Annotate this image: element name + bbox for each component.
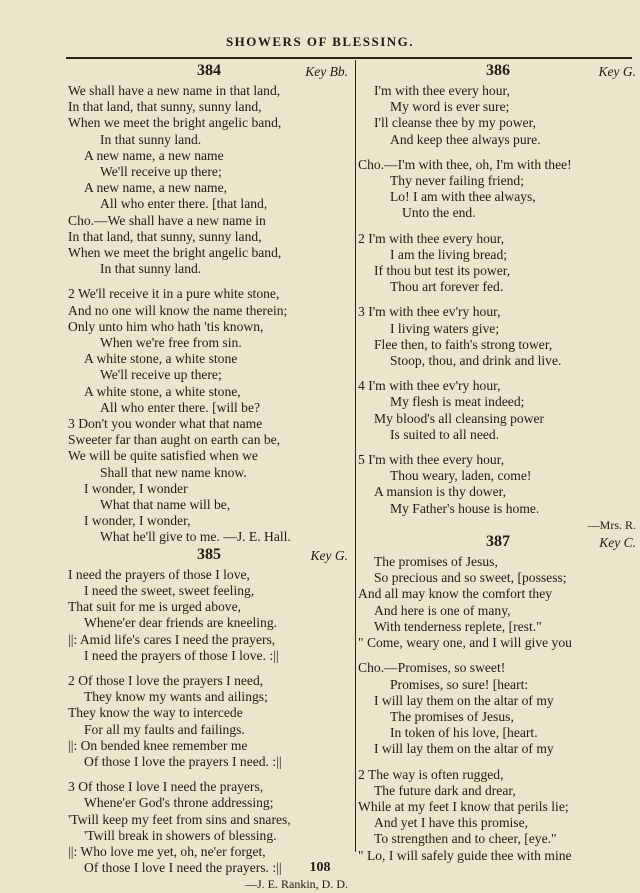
verse-line: All who enter there. [will be? bbox=[100, 399, 261, 415]
verse-line: For all my faults and failings. bbox=[84, 721, 245, 737]
verse-line: In token of his love, [heart. bbox=[390, 725, 538, 741]
running-head: SHOWERS OF BLESSING. bbox=[225, 34, 415, 49]
stanza-gap bbox=[358, 148, 638, 157]
verse-line: That suit for me is urged above, bbox=[68, 599, 242, 615]
verse-line: The promises of Jesus, bbox=[374, 554, 498, 570]
verse-line: 5 I'm with thee every hour, bbox=[358, 452, 505, 468]
verse-line: Is suited to all need. bbox=[390, 426, 500, 442]
verse-line: Unto the end. bbox=[402, 205, 476, 221]
verse-line: A new name, a new name bbox=[84, 147, 224, 163]
verse-line: My flesh is meat indeed; bbox=[390, 394, 525, 410]
verse-line: In that sunny land. bbox=[100, 131, 202, 147]
verse-line: " Lo, I will safely guide thee with mine bbox=[358, 847, 572, 863]
verse-line: So precious and so sweet, [possess; bbox=[374, 570, 567, 586]
verse-line: My Father's house is home. bbox=[390, 500, 540, 516]
hymn-header bbox=[68, 62, 350, 82]
verse-line: When we meet the bright angelic band, bbox=[68, 245, 282, 261]
verse-line: ||: Who love me yet, oh, ne'er forget, bbox=[68, 843, 266, 859]
verse-line: Of those I love I need the prayers. :|| bbox=[84, 860, 282, 876]
verse-line: 2 The way is often rugged, bbox=[358, 766, 504, 782]
verse-line: In that sunny land. bbox=[100, 261, 202, 277]
verse-line: Thou art forever fed. bbox=[390, 279, 504, 295]
verse-line: And no one will know the name therein; bbox=[68, 302, 288, 318]
verse-line: I will lay them on the altar of my bbox=[374, 692, 554, 708]
verse-line: To strengthen and to cheer, [eye." bbox=[374, 831, 557, 847]
verse-line: 4 I'm with thee ev'ry hour, bbox=[358, 378, 501, 394]
verse-line: Cho.—Promises, so sweet! bbox=[358, 660, 506, 676]
hymn-key: Key C. bbox=[599, 535, 636, 551]
hymn-key: Key G. bbox=[310, 547, 348, 563]
verse-line: A white stone, a white stone, bbox=[84, 383, 241, 399]
verse-line: I'm with thee every hour, bbox=[374, 83, 510, 98]
hymn-number: 384 bbox=[197, 62, 221, 79]
header-rule bbox=[66, 57, 632, 59]
hymn-key: Key G. bbox=[598, 64, 636, 79]
verse-line: We will be quite satisfied when we bbox=[68, 448, 258, 464]
hymn-key: Key Bb. bbox=[305, 64, 348, 79]
verse-line: I will lay them on the altar of my bbox=[374, 741, 554, 757]
verse-line: " Come, weary one, and I will give you bbox=[358, 635, 572, 651]
hymn-header bbox=[358, 62, 638, 82]
verse-line: ||: On bended knee remember me bbox=[68, 737, 248, 753]
verse-line: 'Twill keep my feet from sins and snares, bbox=[68, 811, 291, 827]
verse-line: If thou but test its power, bbox=[374, 263, 511, 279]
hymn-header bbox=[358, 533, 638, 553]
verse-line: I wonder, I wonder bbox=[84, 480, 188, 496]
verse-line: A white stone, a white stone bbox=[84, 351, 238, 367]
verse-line: Cho.—I'm with thee, oh, I'm with thee! bbox=[358, 156, 572, 172]
verse-line: Stoop, thou, and drink and live. bbox=[390, 353, 562, 369]
verse-line: 3 I'm with thee ev'ry hour, bbox=[358, 304, 501, 320]
verse-line: Thy never failing friend; bbox=[390, 173, 524, 189]
verse-line: We'll receive up there; bbox=[100, 164, 222, 180]
verse-line: We shall have a new name in that land, bbox=[68, 83, 281, 98]
stanza-gap bbox=[358, 651, 638, 660]
verse-line: Only unto him who hath 'tis known, bbox=[68, 318, 264, 334]
verse-line: Shall that new name know. bbox=[100, 464, 247, 480]
hymn-author: —Mrs. R. bbox=[587, 517, 636, 532]
verse-line: 'Twill break in showers of blessing. bbox=[84, 827, 277, 843]
verse-line: Lo! I am with thee always, bbox=[390, 189, 536, 205]
stanza-gap bbox=[358, 443, 638, 452]
verse-line: All who enter there. [that land, bbox=[100, 196, 268, 212]
verse-line: My word is ever sure; bbox=[390, 99, 510, 115]
verse-line: I wonder, I wonder, bbox=[84, 513, 191, 529]
verse-line: When we meet the bright angelic band, bbox=[68, 115, 282, 131]
verse-line: In that land, that sunny, sunny land, bbox=[68, 228, 262, 244]
stanza-gap bbox=[68, 770, 350, 779]
page-number: 108 bbox=[309, 860, 331, 875]
verse-line: I am the living bread; bbox=[390, 246, 508, 262]
hymn-author: —J. E. Rankin, D. D. bbox=[245, 877, 348, 892]
verse-line: I need the prayers of those I love, bbox=[68, 566, 250, 582]
hymn-header bbox=[68, 546, 350, 566]
verse-line: Sweeter far than aught on earth can be, bbox=[68, 432, 281, 448]
verse-line: 2 We'll receive it in a pure white stone, bbox=[68, 286, 280, 302]
verse-line: I'll cleanse thee by my power, bbox=[374, 115, 536, 131]
stanza-gap bbox=[68, 664, 350, 673]
verse-line: Promises, so sure! [heart: bbox=[390, 676, 529, 692]
verse-line: I need the sweet, sweet feeling, bbox=[84, 582, 255, 598]
verse-line: Flee then, to faith's strong tower, bbox=[374, 336, 553, 352]
stanza-gap bbox=[358, 295, 638, 304]
verse-line: 3 Of those I love I need the prayers, bbox=[68, 779, 264, 795]
verse-line: 3 Don't you wonder what that name bbox=[68, 416, 263, 432]
stanza-gap bbox=[358, 758, 638, 767]
verse-line: They know the way to intercede bbox=[68, 705, 243, 721]
verse-line: While at my feet I know that perils lie; bbox=[358, 798, 569, 814]
verse-line: My blood's all cleansing power bbox=[374, 410, 545, 426]
verse-line: Thou weary, laden, come! bbox=[390, 468, 532, 484]
verse-line: With tenderness replete, [rest." bbox=[374, 618, 542, 634]
stanza-gap bbox=[68, 277, 350, 286]
verse-line: And all may know the comfort they bbox=[358, 586, 553, 602]
hymn-number: 387 bbox=[486, 533, 510, 551]
verse-line: They know my wants and ailings; bbox=[84, 689, 268, 705]
verse-line: And here is one of many, bbox=[374, 602, 511, 618]
verse-line: ||: Amid life's cares I need the prayers, bbox=[68, 631, 276, 647]
right-column bbox=[358, 62, 638, 864]
verse-line: The future dark and drear, bbox=[374, 782, 516, 798]
verse-line: I living waters give; bbox=[390, 320, 500, 336]
verse-line: Cho.—We shall have a new name in bbox=[68, 212, 266, 228]
hymn-number: 385 bbox=[197, 545, 221, 563]
verse-line: The promises of Jesus, bbox=[390, 708, 514, 724]
hymn-number: 386 bbox=[486, 62, 510, 79]
verse-line: We'll receive up there; bbox=[100, 367, 222, 383]
verse-line: When we're free from sin. bbox=[100, 335, 242, 351]
verse-line: Of those I love the prayers I need. :|| bbox=[84, 753, 282, 769]
verse-line: And yet I have this promise, bbox=[374, 815, 529, 831]
verse-line: Whene'er God's throne addressing; bbox=[84, 795, 274, 811]
verse-line: 2 Of those I love the prayers I need, bbox=[68, 672, 264, 688]
verse-line: A mansion is thy dower, bbox=[374, 484, 506, 500]
stanza-gap bbox=[358, 369, 638, 378]
column-divider bbox=[355, 60, 356, 852]
verse-line: A new name, a new name, bbox=[84, 180, 228, 196]
verse-line: Whene'er dear friends are kneeling. bbox=[84, 615, 278, 631]
verse-line: 2 I'm with thee every hour, bbox=[358, 230, 505, 246]
verse-line: What he'll give to me. —J. E. Hall. bbox=[100, 529, 291, 545]
verse-line: What that name will be, bbox=[100, 497, 231, 513]
verse-line: And keep thee always pure. bbox=[390, 131, 541, 147]
left-column bbox=[68, 62, 350, 893]
verse-line: I need the prayers of those I love. :|| bbox=[84, 647, 279, 663]
stanza-gap bbox=[358, 222, 638, 231]
verse-line: In that land, that sunny, sunny land, bbox=[68, 99, 262, 115]
